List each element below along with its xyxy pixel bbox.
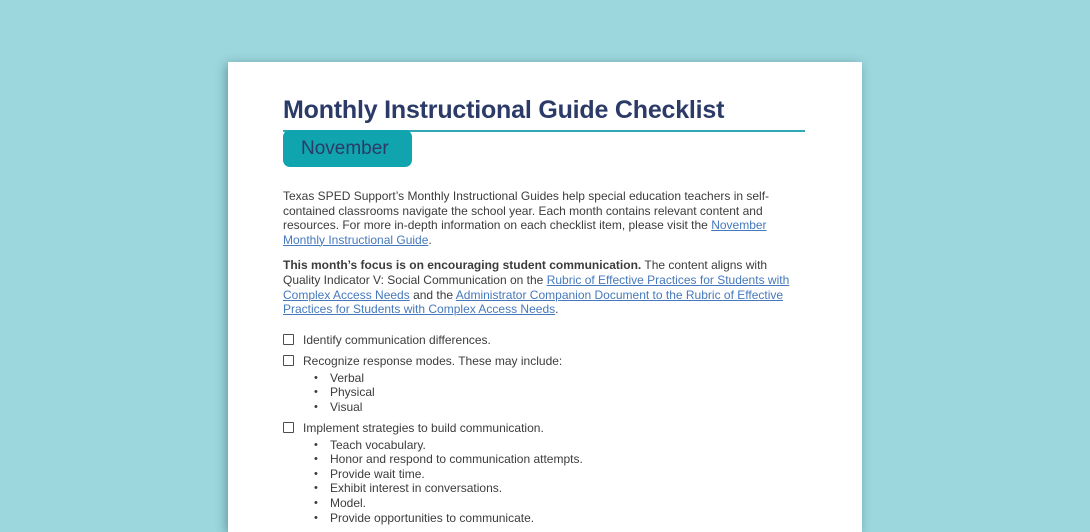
sub-bullet-item: • Exhibit interest in conversations. [283, 481, 807, 496]
sub-bullet-item: • Verbal [283, 371, 807, 386]
checklist-row [283, 421, 807, 436]
sub-bullet-list [283, 371, 807, 415]
checklist-item-label: Implement strategies to build communication. [303, 420, 544, 435]
sub-bullet-item: • Provide wait time. [283, 467, 807, 482]
document-link[interactable]: Rubric of Effective Practices for Students with Complex Access Needs [283, 272, 790, 302]
page-title: Monthly Instructional Guide Checklist [283, 96, 725, 124]
focus-paragraph [283, 258, 807, 316]
sub-bullet-item: • Physical [283, 385, 807, 400]
document-link[interactable]: November Monthly Instructional Guide [283, 218, 767, 247]
sub-bullet-item: • Teach vocabulary. [283, 438, 807, 453]
text-run: . [428, 232, 432, 247]
sub-bullet-item: • Model. [283, 496, 807, 511]
text-run: The content aligns with Quality Indicator V: Social Communication on the [283, 258, 768, 287]
checkbox-icon[interactable] [283, 334, 294, 345]
checklist-item-label: Identify communication differences. [303, 332, 491, 347]
text-run: Texas SPED Support’s Monthly Instructional Guides help special education teachers in self-contained classrooms navigate the school year. Each month contains relevant content and resources. For more in-depth information on each checklist item, please visit the [283, 189, 770, 233]
bold-run: This month’s focus is on encouraging student communication. [283, 258, 642, 273]
intro-paragraph [283, 189, 807, 247]
text-run: and the [409, 287, 456, 302]
checklist-row [283, 333, 807, 348]
sub-bullet-list [283, 438, 807, 526]
sub-bullet-item: • Honor and respond to communication attempts. [283, 452, 807, 467]
checklist [283, 333, 807, 525]
sub-bullet-item: • Visual [283, 400, 807, 415]
text-run: . [555, 302, 559, 317]
sub-bullet-item: • Provide opportunities to communicate. [283, 511, 807, 526]
month-badge: November [283, 130, 412, 167]
document-page [228, 62, 862, 532]
checklist-item [283, 421, 807, 526]
document-content [228, 62, 862, 525]
checkbox-icon[interactable] [283, 355, 294, 366]
checklist-item [283, 354, 807, 415]
document-link[interactable]: Administrator Companion Document to the Rubric of Effective Practices for Students with Complex Access Needs [283, 287, 784, 317]
checklist-item [283, 333, 807, 348]
checkbox-icon[interactable] [283, 422, 294, 433]
checklist-item-label: Recognize response modes. These may include: [303, 353, 563, 368]
checklist-row [283, 354, 807, 369]
